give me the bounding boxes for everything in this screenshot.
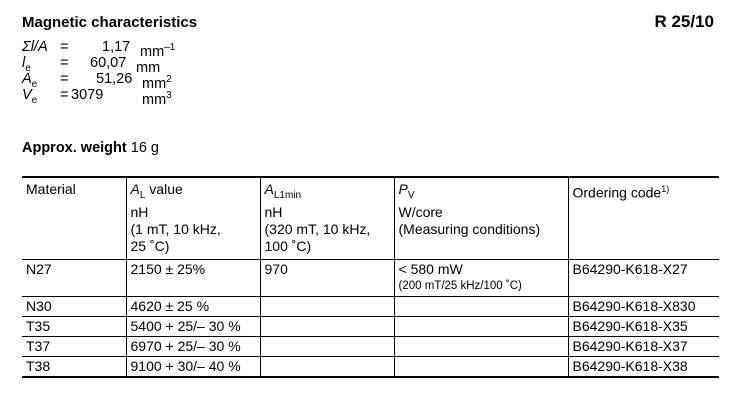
weight-value: 16 g [130,140,159,156]
header-al1min: $A_{L1min}$ nH (320 mT, 10 kHz, 100 ˚C) [260,177,394,259]
cell-pv [394,296,568,316]
cell-al1min [260,316,394,336]
cell-al-value: 4620 ± 25 % [126,296,260,316]
param-equals: = [60,39,69,55]
cell-material: N27 [22,259,126,296]
cell-ordering-code: B64290-K618-X35 [568,316,719,336]
cell-pv [394,316,568,336]
table-row [22,316,719,336]
cell-pv [394,336,568,356]
cell-al1min [260,296,394,316]
param-value: 1,17 [102,39,131,55]
param-equals: = [60,71,69,87]
section-heading: Magnetic characteristics [22,14,198,31]
cell-material: T38 [22,356,126,377]
param-unit: $mm^{-1}$ [140,42,176,60]
cell-material: T35 [22,316,126,336]
header-al-value: $A_L$ value nH (1 mT, 10 kHz, 25 ˚C) [126,177,260,259]
param-equals: = [60,87,69,103]
table-row [22,356,719,377]
param-value: 51,26 [96,71,133,87]
weight-label: Approx. weight [22,140,127,156]
approx-weight [22,140,159,156]
cell-ordering-code: B64290-K618-X830 [568,296,719,316]
header-material: Material [22,177,126,259]
cell-pv [394,356,568,377]
param-equals: = [60,55,69,71]
param-value: 60,07 [90,55,127,71]
param-symbol: $V_e$ [22,87,38,106]
param-symbol: $l_e$ [22,55,31,74]
param-symbol: Σl/A [22,39,48,55]
cell-pv: < 580 mW (200 mT/25 kHz/100 ˚C) [394,259,568,296]
table-row [22,296,719,316]
param-unit: mm [136,59,161,76]
param-unit: $mm^2$ [142,74,172,92]
cell-al-value: 6970 + 25/– 30 % [126,336,260,356]
header-pv: $P_V$ W/core (Measuring conditions) [394,177,568,259]
cell-al1min [260,336,394,356]
cell-al-value: 2150 ± 25% [126,259,260,296]
material-table [22,176,719,378]
param-value: 3079 [71,87,104,103]
param-unit: $mm^3$ [142,90,172,108]
cell-ordering-code: B64290-K618-X37 [568,336,719,356]
cell-material: N30 [22,296,126,316]
cell-al-value: 9100 + 30/– 40 % [126,356,260,377]
header-ordering-code: Ordering code$^{1)}$ [568,177,719,259]
table-header-row [22,177,719,259]
cell-material: T37 [22,336,126,356]
pv-conditions: (200 mT/25 kHz/100 ˚C) [398,279,522,292]
cell-al-value: 5400 + 25/– 30 % [126,316,260,336]
cell-ordering-code: B64290-K618-X27 [568,259,719,296]
cell-al1min: 970 [260,259,394,296]
table-row [22,336,719,356]
table-row [22,259,719,296]
cell-ordering-code: B64290-K618-X38 [568,356,719,377]
param-symbol: $A_e$ [22,71,38,90]
core-type-code: R 25/10 [654,12,714,31]
cell-al1min [260,356,394,377]
